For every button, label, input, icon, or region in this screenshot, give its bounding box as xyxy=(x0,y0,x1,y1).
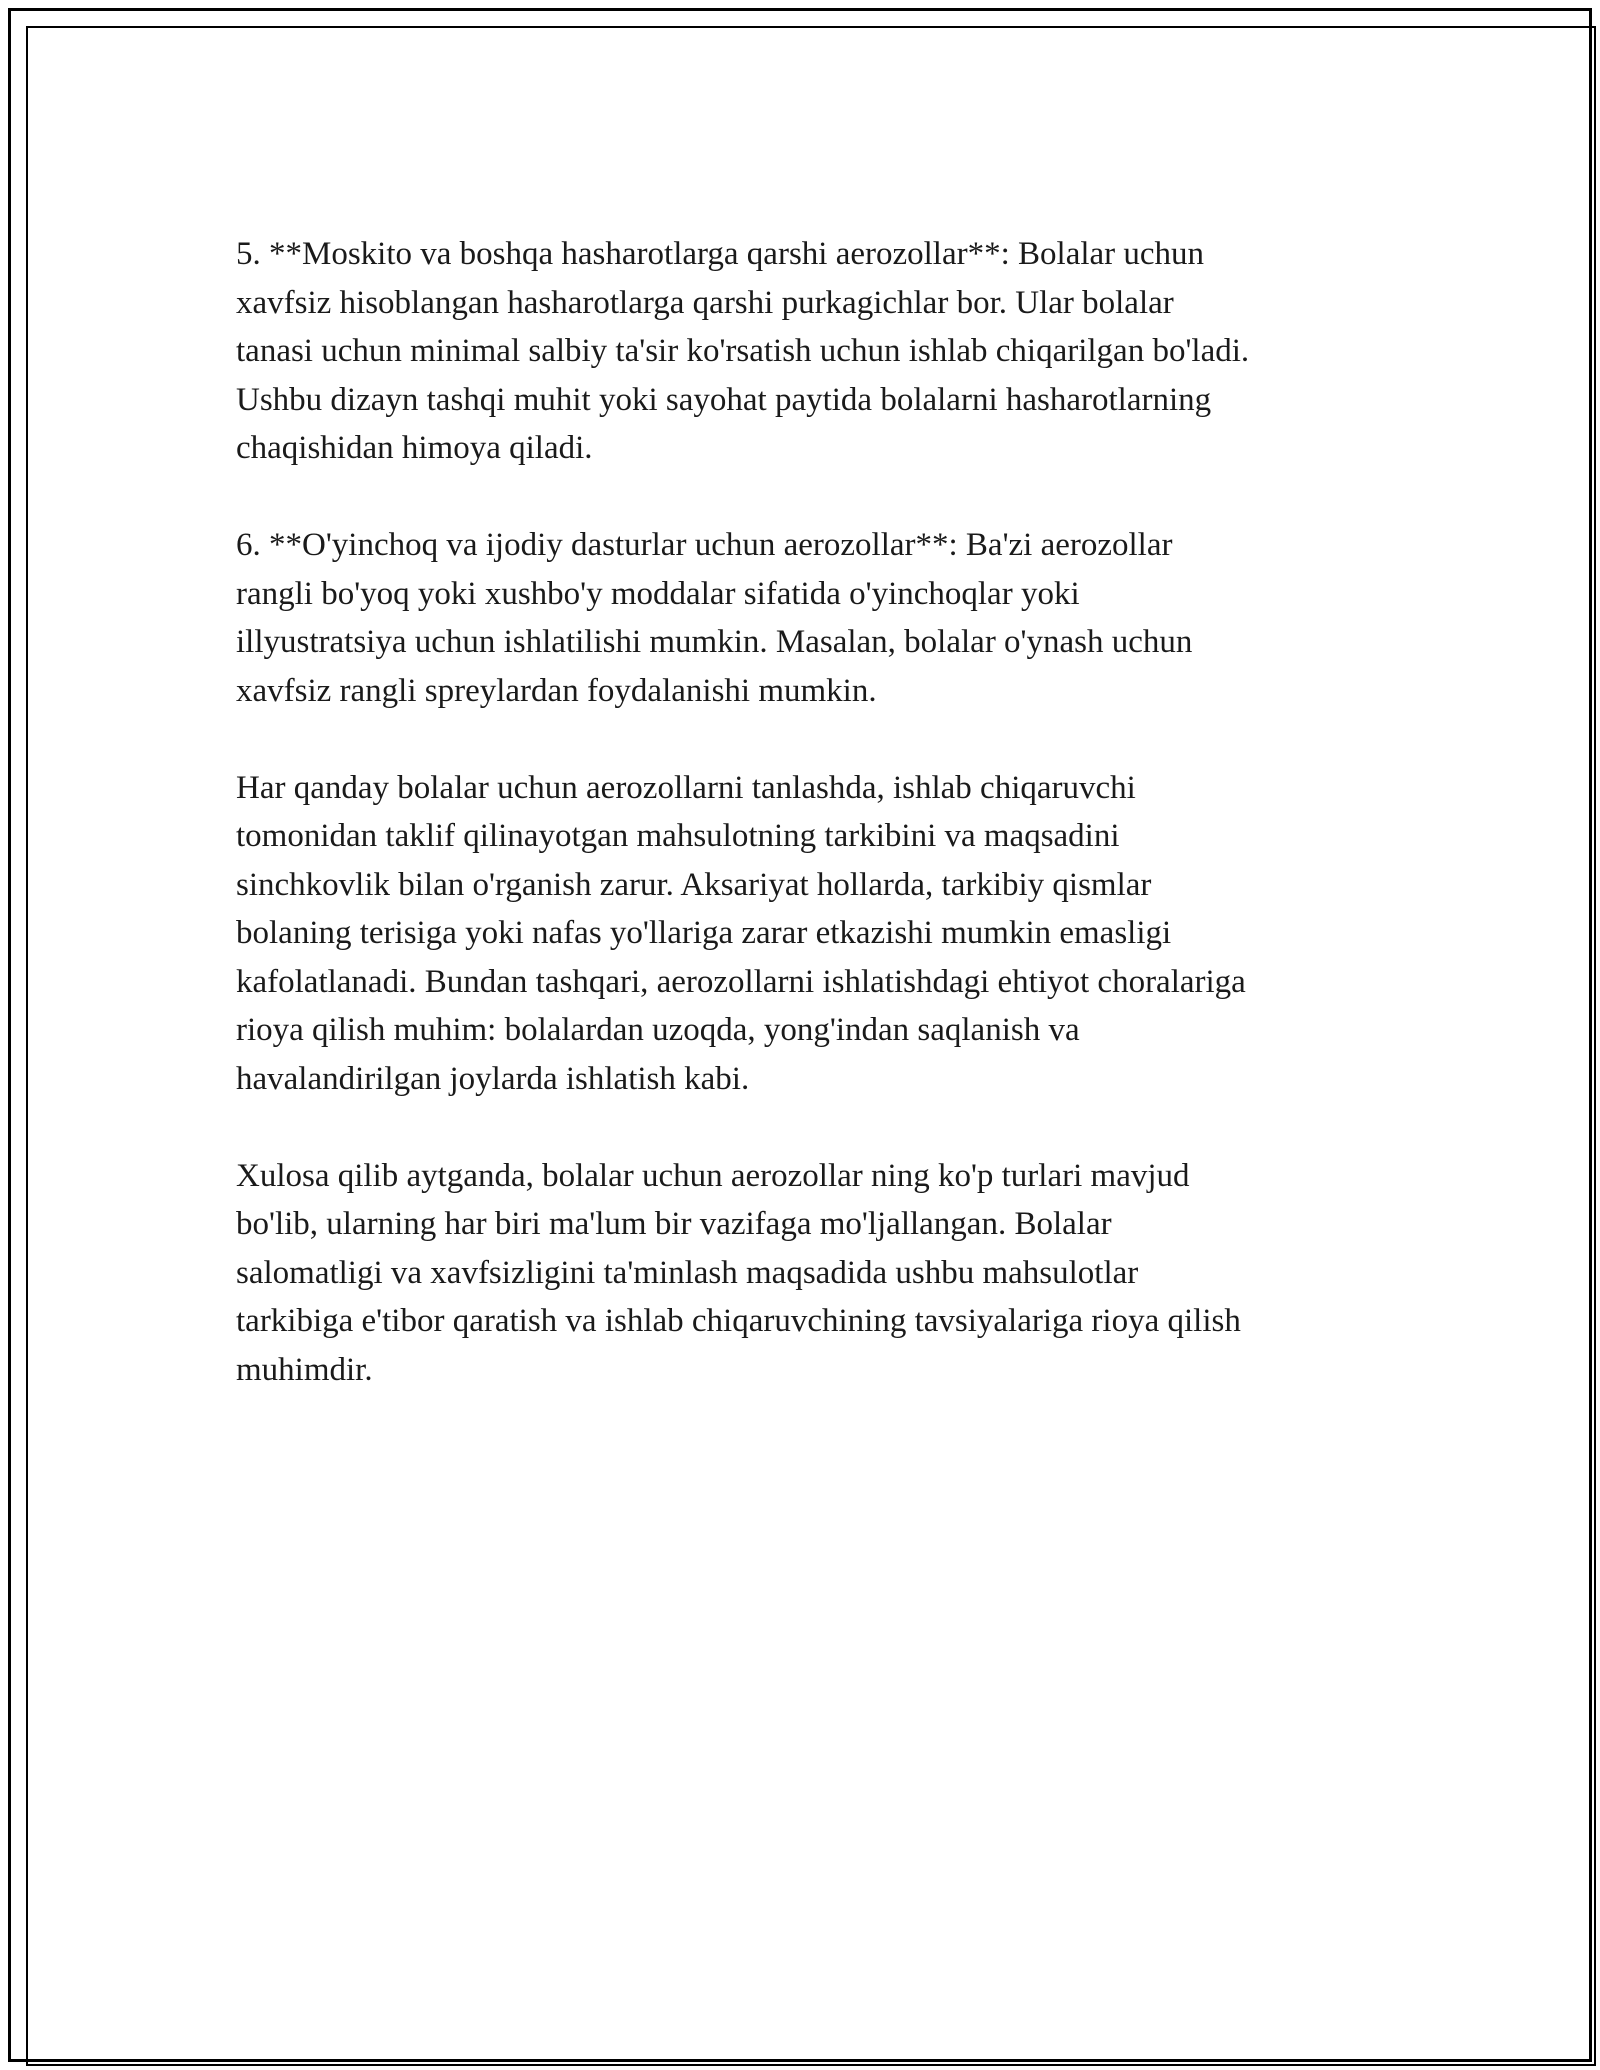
document-body xyxy=(236,230,1366,1443)
paragraph-conclusion: Xulosa qilib aytganda, bolalar uchun aerozollar ning ko'p turlari mavjud bo'lib, ularning har biri ma'lum bir vazifaga mo'ljallangan. Bolalar salomatligi va xavfsizligini ta'minlash maqsadida ushbu mahsulotlar tarkibiga e'tibor qaratish va ishlab chiqaruvchining tavsiyalariga rioya qilish muhimdir. xyxy=(236,1157,1241,1388)
paragraph-toy-creative-aerosols: 6. **O'yinchoq va ijodiy dasturlar uchun aerozollar**: Ba'zi aerozollar rangli bo'yoq yoki xushbo'y moddalar sifatida o'yinchoqlar yoki illyustratsiya uchun ishlatilishi mumkin. Masalan, bolalar o'ynash uchun xavfsiz rangli spreylardan foydalanishi mumkin. xyxy=(236,527,1193,709)
paragraph-choosing-aerosols: Har qanday bolalar uchun aerozollarni tanlashda, ishlab chiqaruvchi tomonidan taklif qilinayotgan mahsulotning tarkibini va maqsadini sinchkovlik bilan o'rganish zarur. Aksariyat hollarda, tarkibiy qismlar bolaning terisiga yoki nafas yo'llariga zarar etkazishi mumkin emasligi kafolatlanadi. Bundan tashqari, aerozollarni ishlatishdagi ehtiyot choralariga rioya qilish muhim: bolalardan uzoqda, yong'indan saqlanish va havalandirilgan joylarda ishlatish kabi. xyxy=(236,769,1246,1097)
paragraph-mosquito-aerosols: 5. **Moskito va boshqa hasharotlarga qarshi aerozollar**: Bolalar uchun xavfsiz hisoblangan hasharotlarga qarshi purkagichlar bor. Ular bolalar tanasi uchun minimal salbiy ta'sir ko'rsatish uchun ishlab chiqarilgan bo'ladi. Ushbu dizayn tashqi muhit yoki sayohat paytida bolalarni hasharotlarning chaqishidan himoya qiladi. xyxy=(236,236,1250,466)
